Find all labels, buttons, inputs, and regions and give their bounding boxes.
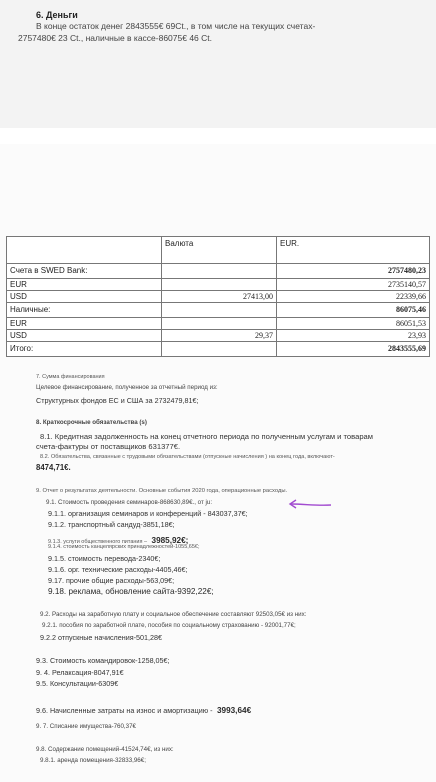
section-8-1-line-2: счета-фактуры от поставщиков 631377€. bbox=[36, 442, 181, 451]
item-9-3: 9.3. Стоимость командировок-1258,05€; bbox=[36, 656, 170, 665]
row-label: EUR bbox=[7, 318, 162, 330]
item-9-1-3-value: 3985,92€; bbox=[151, 536, 189, 545]
item-9-5: 9.5. Консультации-6309€ bbox=[36, 679, 119, 688]
table-row bbox=[7, 303, 430, 318]
table-row bbox=[7, 291, 430, 303]
row-eur: 2843555,69 bbox=[277, 342, 430, 357]
row-label: Итого: bbox=[7, 342, 162, 357]
table-row bbox=[7, 279, 430, 291]
row-label: USD bbox=[7, 291, 162, 303]
item-9-1-3-label: 9.1.3. услуги общественного питания – bbox=[48, 539, 148, 545]
section-6-line-1: В конце остаток денег 2843555€ 69Ct., в том числе на текущих счетах- bbox=[36, 21, 316, 31]
item-9-4: 9. 4. Релаксация-8047,91€ bbox=[36, 668, 124, 677]
row-currency bbox=[162, 342, 277, 357]
item-9-1-2: 9.1.2. транспортный сандуд-3851,18€; bbox=[48, 520, 175, 529]
item-9-1: 9.1. Стоимость проведения семинаров-868630,89€., от ju: bbox=[46, 499, 213, 506]
table-row bbox=[7, 264, 430, 279]
table-row bbox=[7, 330, 430, 342]
table-header-currency: Валюта bbox=[162, 237, 277, 264]
section-8-2-line-1: 8.2. Обязательства, связанные с трудовыми обязательствами (отпускные начисления ) на конец года, включают- bbox=[40, 454, 335, 460]
item-9-8-1: 9.8.1. аренда помещения-32833,96€; bbox=[40, 757, 146, 764]
section-6-title: 6. Деньги bbox=[36, 10, 78, 20]
item-9-6-value: 3993,64€ bbox=[216, 706, 252, 715]
row-eur: 86075,46 bbox=[277, 303, 430, 318]
page-divider bbox=[0, 128, 436, 144]
row-currency: 27413,00 bbox=[162, 291, 277, 303]
section-6-panel bbox=[0, 0, 436, 129]
row-eur: 2757480,23 bbox=[277, 264, 430, 279]
balance-table bbox=[6, 236, 430, 357]
table-header-blank bbox=[7, 237, 162, 264]
table-header-row bbox=[7, 237, 430, 264]
item-9-1-5: 9.1.5. стоимость перевода-2340€; bbox=[48, 554, 161, 563]
row-eur: 86051,53 bbox=[277, 318, 430, 330]
section-8-2-line-2: 8474,71€. bbox=[36, 463, 71, 472]
row-label: USD bbox=[7, 330, 162, 342]
row-label: Наличные: bbox=[7, 303, 162, 318]
table-row bbox=[7, 318, 430, 330]
table-header-eur: EUR. bbox=[277, 237, 430, 264]
section-8-1-line-1: 8.1. Кредитная задолженность на конец отчетного периода по полученным услугам и товарам bbox=[40, 432, 373, 441]
section-6-line-2: 2757480€ 23 Ct., наличные в кассе-86075€ 46 Ct. bbox=[18, 33, 213, 43]
section-7-line-1: Целевое финансирование, полученное за отчетный период из: bbox=[36, 384, 218, 391]
item-9-8: 9.8. Содержание помещений-41524,74€, из них: bbox=[36, 746, 174, 753]
row-currency bbox=[162, 279, 277, 291]
row-label: EUR bbox=[7, 279, 162, 291]
item-9-1-8: 9.18. реклама, обновление сайта-9392,22€; bbox=[48, 587, 214, 596]
item-9-6 bbox=[36, 700, 251, 718]
row-currency bbox=[162, 264, 277, 279]
section-8-title: 8. Краткосрочные обязательства (s) bbox=[36, 419, 147, 426]
row-currency bbox=[162, 303, 277, 318]
row-eur: 2735140,57 bbox=[277, 279, 430, 291]
item-9-1-7: 9.17. прочие общие расходы-563,09€; bbox=[48, 576, 175, 585]
row-eur: 22339,66 bbox=[277, 291, 430, 303]
section-7-title: 7. Сумма финансирования bbox=[36, 374, 105, 380]
item-9-1-6: 9.1.6. орг. технические расходы-4405,46€; bbox=[48, 565, 188, 574]
item-9-6-label: 9.6. Начисленные затраты на износ и амортизацию - bbox=[36, 706, 213, 715]
item-9-7: 9. 7. Списание имущества-760,37€ bbox=[36, 723, 136, 730]
table-total-row bbox=[7, 342, 430, 357]
row-currency bbox=[162, 318, 277, 330]
item-9-2-2: 9.2.2 отпускные начисления-501,28€ bbox=[40, 633, 162, 642]
item-9-1-1: 9.1.1. организация семинаров и конференций - 843037,37€; bbox=[48, 509, 248, 518]
row-label: Счета в SWED Bank: bbox=[7, 264, 162, 279]
row-eur: 23,93 bbox=[277, 330, 430, 342]
item-9-2: 9.2. Расходы на заработную плату и социальное обеспечение составляют 92503,05€ из них: bbox=[40, 611, 307, 618]
section-9-title: 9. Отчет о результатах деятельности. Основные события 2020 года, операционные расходы. bbox=[36, 488, 288, 494]
arrow-left-icon bbox=[287, 497, 333, 511]
row-currency: 29,37 bbox=[162, 330, 277, 342]
section-7-line-2: Структурных фондов ЕС и США за 2732479,81€; bbox=[36, 396, 199, 405]
item-9-1-4: 9.1.4. стоимость канцелярских принадлежностей-1055,65€; bbox=[48, 544, 200, 550]
item-9-2-1: 9.2.1. пособия по заработной плате, пособия по социальному страхованию - 92001,77€; bbox=[42, 622, 296, 629]
